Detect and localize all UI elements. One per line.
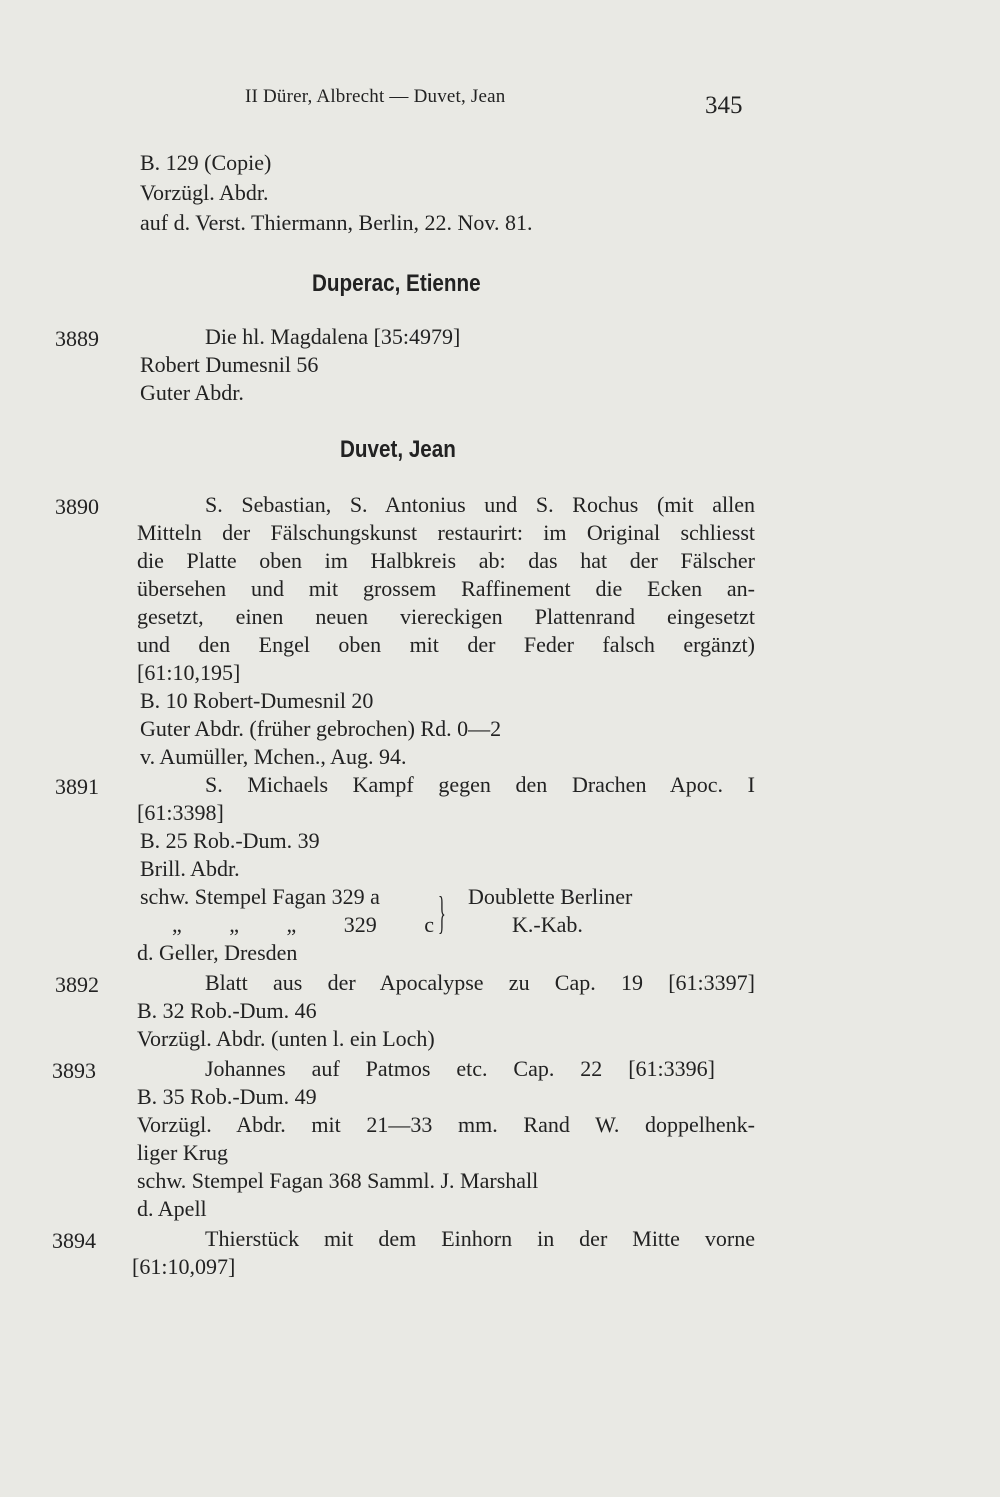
entry-line: Brill. Abdr. <box>140 856 240 881</box>
entry-line: Vorzügl. Abdr. (unten l. ein Loch) <box>137 1026 435 1051</box>
entry-title: Thierstück mit dem Einhorn in der Mitte vorne <box>205 1226 755 1251</box>
artist-heading: Duperac, Etienne <box>312 270 481 297</box>
entry-line: und den Engel oben mit der Feder falsch ergänzt) <box>137 632 755 657</box>
entry-line: v. Aumüller, Mchen., Aug. 94. <box>140 744 407 769</box>
entry-line: die Platte oben im Halbkreis ab: das hat der Fälscher <box>137 548 755 573</box>
entry-number: 3891 <box>55 774 99 799</box>
entry-line: [61:3398] <box>137 800 224 825</box>
bracket-note: Doublette Berliner <box>468 884 633 909</box>
entry-line: Robert Dumesnil 56 <box>140 352 319 377</box>
artist-heading: Duvet, Jean <box>340 436 456 463</box>
entry-line: B. 10 Robert-Dumesnil 20 <box>140 688 374 713</box>
bracket-symbol: } <box>438 887 446 938</box>
entry-line: Guter Abdr. <box>140 380 244 405</box>
bracket-note: K.-Kab. <box>512 912 583 937</box>
entry-line: B. 35 Rob.-Dum. 49 <box>137 1084 317 1109</box>
entry-number: 3890 <box>55 494 99 519</box>
entry-line: [61:10,097] <box>132 1254 236 1279</box>
entry-line: Guter Abdr. (früher gebrochen) Rd. 0—2 <box>140 716 502 741</box>
entry-number: 3893 <box>52 1058 96 1083</box>
entry-line: B. 25 Rob.-Dum. 39 <box>140 828 320 853</box>
entry-line: d. Geller, Dresden <box>137 940 298 965</box>
entry-number: 3894 <box>52 1228 96 1253</box>
entry-line: d. Apell <box>137 1196 207 1221</box>
entry-line: schw. Stempel Fagan 329 a <box>140 884 380 909</box>
running-title: II Dürer, Albrecht — Duvet, Jean <box>245 86 506 107</box>
entry-title: S. Sebastian, S. Antonius und S. Rochus (mit allen <box>205 492 755 517</box>
continuation-line: Vorzügl. Abdr. <box>140 180 269 205</box>
entry-number: 3892 <box>55 972 99 997</box>
entry-title: Die hl. Magdalena [35:4979] <box>205 324 461 349</box>
entry-line: übersehen und mit grossem Raffinement die Ecken an- <box>137 576 755 601</box>
continuation-line: B. 129 (Copie) <box>140 150 272 175</box>
entry-title: S. Michaels Kampf gegen den Drachen Apoc. I <box>205 772 755 797</box>
entry-line: liger Krug <box>137 1140 229 1165</box>
entry-line: schw. Stempel Fagan 368 Samml. J. Marshall <box>137 1168 539 1193</box>
entry-number: 3889 <box>55 326 99 351</box>
entry-line: „ „ „ 329 c <box>172 912 435 937</box>
entry-line: [61:10,195] <box>137 660 241 685</box>
entry-title: Blatt aus der Apocalypse zu Cap. 19 [61:3397] <box>205 970 755 995</box>
continuation-line: auf d. Verst. Thiermann, Berlin, 22. Nov. 81. <box>140 210 533 235</box>
entry-line: Vorzügl. Abdr. mit 21—33 mm. Rand W. doppelhenk- <box>137 1112 755 1137</box>
page-number: 345 <box>705 92 743 119</box>
entry-line: gesetzt, einen neuen viereckigen Plattenrand eingesetzt <box>137 604 755 629</box>
entry-line: Mitteln der Fälschungskunst restaurirt: im Original schliesst <box>137 520 755 545</box>
entry-line: B. 32 Rob.-Dum. 46 <box>137 998 317 1023</box>
entry-title: Johannes auf Patmos etc. Cap. 22 [61:3396] <box>205 1056 715 1081</box>
